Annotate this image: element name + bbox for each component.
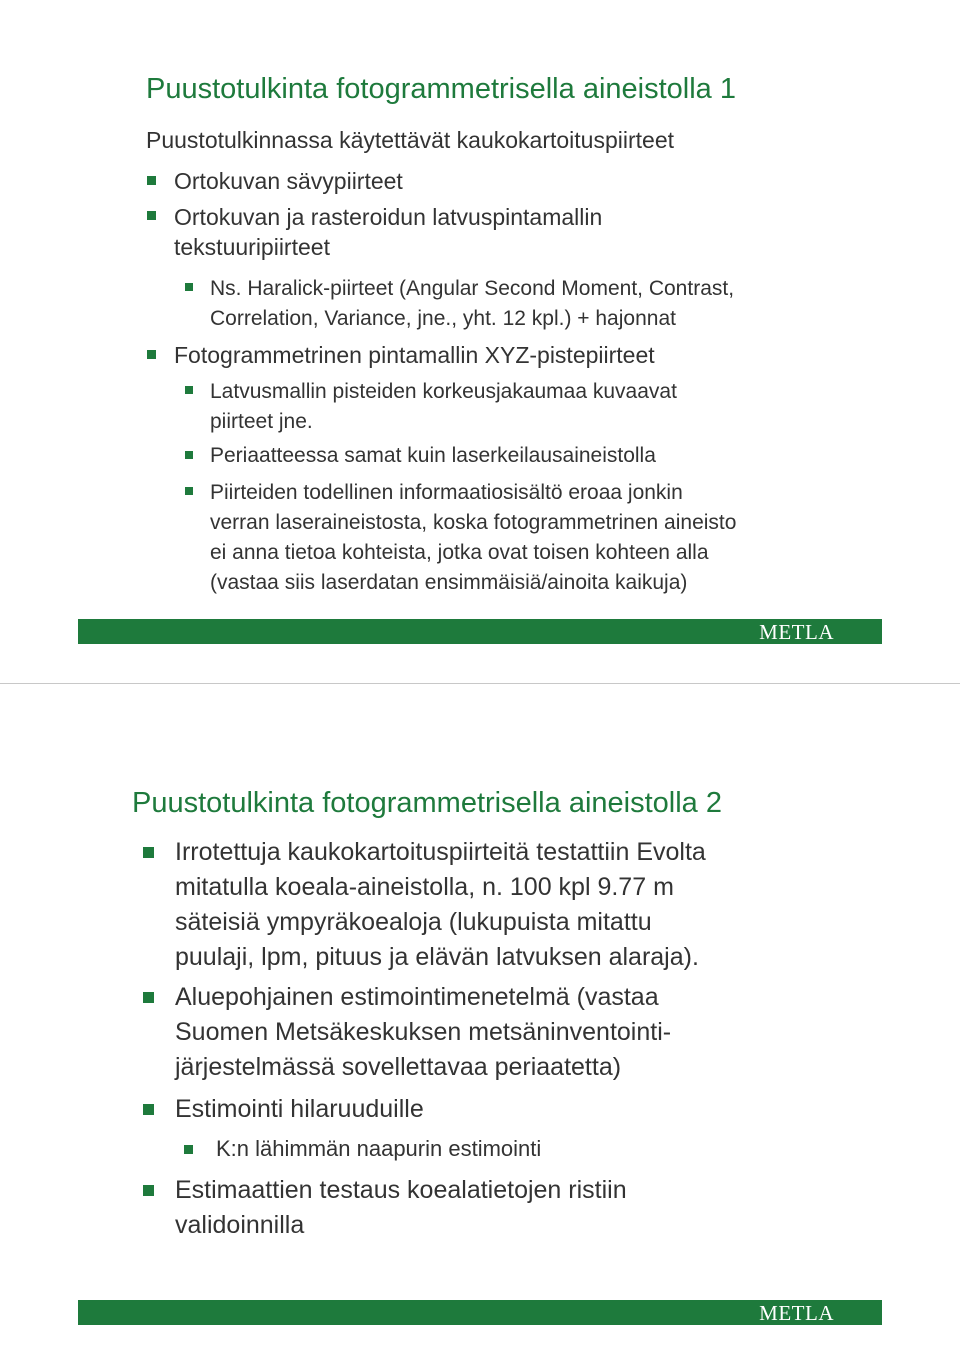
- slide-title: Puustotulkinta fotogrammetrisella aineistolla 2: [132, 787, 722, 819]
- list-item: [210, 478, 736, 598]
- item-line: Suomen Metsäkeskuksen metsäninventointi-: [175, 1018, 672, 1046]
- item-line: mitatulla koeala-aineistolla, n. 100 kpl 9.77 m: [175, 873, 674, 901]
- bullet-icon: [143, 847, 154, 858]
- item-line: Correlation, Variance, jne., yht. 12 kpl.) + hajonnat: [210, 307, 676, 330]
- bullet-icon: [143, 1185, 154, 1196]
- list-item: [210, 442, 656, 470]
- item-line: (vastaa siis laserdatan ensimmäisiä/ainoita kaikuja): [210, 571, 688, 594]
- slide-subtitle: Puustotulkinnassa käytettävät kaukokartoituspiirteet: [146, 127, 675, 153]
- list-item: [175, 1173, 627, 1243]
- footer-bar: [78, 619, 882, 644]
- item-line: Periaatteessa samat kuin laserkeilausaineistolla: [210, 444, 656, 467]
- item-line: validoinnilla: [175, 1211, 305, 1239]
- item-line: Estimointi hilaruuduille: [175, 1095, 424, 1123]
- item-line: K:n lähimmän naapurin estimointi: [216, 1136, 542, 1161]
- item-line: Estimaattien testaus koealatietojen ristiin: [175, 1176, 627, 1204]
- item-line: Fotogrammetrinen pintamallin XYZ-pistepiirteet: [174, 342, 655, 368]
- item-line: tekstuuripiirteet: [174, 234, 330, 260]
- list-item: [174, 202, 602, 262]
- list-item: [175, 835, 706, 975]
- bullet-icon: [185, 487, 193, 495]
- item-line: säteisiä ympyräkoealoja (lukupuista mitattu: [175, 908, 652, 936]
- item-line: Piirteiden todellinen informaatiosisältö eroaa jonkin: [210, 481, 683, 504]
- bullet-icon: [147, 350, 156, 359]
- item-line: Ortokuvan ja rasteroidun latvuspintamallin: [174, 204, 603, 230]
- item-line: piirteet jne.: [210, 410, 313, 433]
- slide-2: [0, 684, 960, 1367]
- list-item: [175, 980, 671, 1085]
- item-line: Latvusmallin pisteiden korkeusjakaumaa kuvaavat: [210, 380, 677, 403]
- bullet-icon: [185, 283, 193, 291]
- bullet-icon: [184, 1145, 193, 1154]
- footer-logo: METLA: [759, 620, 834, 644]
- list-item: [174, 341, 655, 369]
- slide-title: Puustotulkinta fotogrammetrisella aineistolla 1: [146, 73, 736, 105]
- item-line: Ortokuvan sävypiirteet: [174, 168, 403, 194]
- list-item: [216, 1134, 541, 1164]
- item-line: puulaji, lpm, pituus ja elävän latvuksen alaraja).: [175, 943, 699, 971]
- footer-bar: [78, 1300, 882, 1325]
- footer-logo: METLA: [759, 1301, 834, 1325]
- bullet-icon: [185, 386, 193, 394]
- list-item: [174, 167, 403, 195]
- item-line: ei anna tietoa kohteista, jotka ovat toisen kohteen alla: [210, 541, 709, 564]
- list-item: [210, 274, 734, 334]
- list-item: [210, 377, 677, 437]
- item-line: Aluepohjainen estimointimenetelmä (vastaa: [175, 983, 659, 1011]
- bullet-icon: [147, 211, 156, 220]
- bullet-icon: [143, 1104, 154, 1115]
- item-line: verran laseraineistosta, koska fotogrammetrinen aineisto: [210, 511, 737, 534]
- slide-1: [0, 0, 960, 683]
- item-line: Ns. Haralick-piirteet (Angular Second Moment, Contrast,: [210, 277, 735, 300]
- item-line: järjestelmässä sovellettavaa periaatetta): [175, 1053, 622, 1081]
- bullet-icon: [143, 992, 154, 1003]
- item-line: Irrotettuja kaukokartoituspiirteitä testattiin Evolta: [175, 838, 706, 866]
- bullet-icon: [147, 176, 156, 185]
- list-item: [175, 1092, 424, 1127]
- bullet-icon: [185, 451, 193, 459]
